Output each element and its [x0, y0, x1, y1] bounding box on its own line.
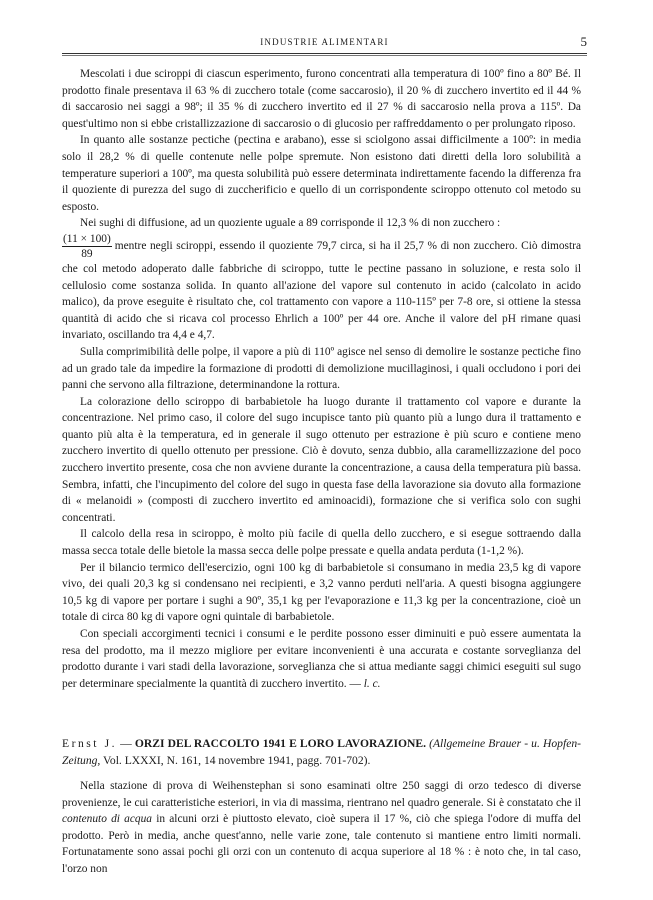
fraction-denominator: 89 — [81, 247, 93, 260]
paragraph-barley — [62, 778, 581, 878]
article-title: ORZI DEL RACCOLTO 1941 E LORO LAVORAZIONE. — [134, 737, 426, 750]
article-body-part1: Nella stazione di prova di Weihenstephan si sono esaminati oltre 250 saggi di orzo tedesco di diverse provenienze, le cui caratteristiche esteriori, in via di massima, rientrano nel quadro generale. Si è constatato che il — [62, 780, 581, 809]
closing-text: Con speciali accorgimenti tecnici i consumi e le perdite possono esser diminuiti e può essere aumentata la resa del prodotto, ma il mezzo migliore per evitare inconvenienti è una accurata e costante sorveglianza del prodotto durante i vari stadi della lavorazione, sorveglianza che si attua mediante saggi chimici eseguiti sul sugo per determinare specialmente la quantità di zucchero invertito. — — [62, 628, 581, 690]
paragraph-syrups: Mescolati i due sciroppi di ciascun esperimento, furono concentrati alla temperatura di 100º fino a 80º Bé. Il prodotto finale presentava il 63 % di zucchero totale (come saccarosio), il 20 % di zucchero invertito ed il 44 % di saccarosio nei saggi a 98º; il 35 % di zucchero invertito ed il 27 % di saccarosio nella prova a 115º. Da quest'ultimo non si ebbe cristallizzazione di saccarosio o di glucosio per raffreddamento o per prolungato riposo. — [62, 68, 581, 130]
closing-signature: l. c. — [363, 677, 381, 690]
header-title: INDUSTRIE ALIMENTARI — [260, 37, 389, 47]
paragraph-thermal-balance: Per il bilancio termico dell'esercizio, ogni 100 kg di barbabietole si consumano in media 23,5 kg di vapore vivo, dei quali 20,3 kg si condensano nei recipienti, e 3,2 vanno perduti nell'aria. A questi bisogna aggiungere 10,5 kg di vapore per portare i sughi a 90º, 35,1 kg per l'evaporazione e 11,3 kg per la concentrazione, cioè un totale di circa 80 kg di vapore ogni quintale di barbabietole. — [62, 561, 581, 624]
header-rule — [62, 53, 587, 54]
fraction-continuation: mentre negli sciroppi, essendo il quoziente 79,7 circa, si ha il 25,7 % di non zucchero. Ciò dimostra che col metodo adoperato dalle fabbriche di sciroppo, tutte le pectine passano in soluzione, e resta solo il cellulosio come sostanza solida. In quanto all'azione del vapore sul contenuto in acido (calcolato in acido malico), da prove eseguite è risultato che, col trattamento con vapore a 110-115º per 7-8 ore, si ottiene la stessa quantità di acido che si ricava col processo Ehrlich a 100º per 44 ore. Anche il valore del pH rimane quasi invariato, oscillando tra 4,4 e 4,7. — [62, 240, 581, 342]
paragraph-closing — [62, 626, 581, 692]
paragraph-compressibility: Sulla comprimibilità delle polpe, il vapore a più di 110º agisce nel senso di demolire le sostanze pectiche fino ad un grado tale da impedire la formazione di prodotti di demolizione mucillaginosi, i quali occludono i pori dei panni che servono alla filtrazione, determinandone la rottura. — [62, 345, 581, 392]
article-heading — [62, 736, 581, 770]
paragraph-yield: Il calcolo della resa in sciroppo, è molto più facile di quella dello zucchero, e si esegue sottraendo dalla massa secca totale delle bietole la massa secca delle polpe pressate e quella andata perduta (1-1,2 %). — [62, 528, 581, 558]
paragraph-coloration: La colorazione dello sciroppo di barbabietole ha luogo durante il trattamento col vapore e durante la concentrazione. Nel primo caso, il colore del sugo incupisce tanto più quanto più a lungo dura il trattamento e quanto più alta è la temperatura, ed in generale il sugo ottenuto per estrazione è più scuro e contiene meno zucchero invertito di quello ottenuto per pressione. Ciò è dovuto, senza dubbio, alla caramellizzazione del poco zucchero invertito presente, cosa che non avviene durante la concentrazione, a causa della temperatura più bassa. Sembra, infatti, che l'incupimento del colore del sugo in questa fase della lavorazione sia dovuto alla formazione di « melanoidi » (composti di zucchero invertito ed aminoacidi), formazione che si verifica solo con sughi concentrati. — [62, 395, 581, 524]
article-author: Ernst J. — [62, 737, 118, 750]
article-body-italic: contenuto di acqua — [62, 813, 152, 826]
article-journal: (Allgemeine Brauer - u. Hopfen-Zeitung, — [62, 737, 581, 767]
article-body — [62, 778, 581, 878]
paragraph-pectins: In quanto alle sostanze pectiche (pectina e arabano), esse si sciolgono assai difficilmente a 100º: in media solo il 28,2 % di quelle contenute nelle polpe spremute. Non esistono dati diretti della loro solubilità a temperature superiori a 100º, ma questa solubilità può essere determinata indirettamente facendo la differenza fra il quoziente di purezza del sugo di zuccherificio e quello di un corrispondente sciroppo ottenuto col metodo su esposto. — [62, 134, 581, 213]
main-text — [62, 66, 581, 692]
paragraph-diffusion: Nei sughi di diffusione, ad un quoziente uguale a 89 corrisponde il 12,3 % di non zucchero : — [80, 217, 501, 230]
article-details: Vol. LXXXI, N. 161, 14 novembre 1941, pagg. 701-702). — [103, 753, 371, 767]
header-rule-thin — [62, 55, 587, 56]
paragraph-fraction — [62, 232, 581, 344]
running-header — [62, 36, 587, 52]
article-body-part2: in alcuni orzi è piuttosto elevato, cioè supera il 17 %, ciò che spiega l'odore di muffa del prodotto. Però in media, anche quest'anno, nelle varie zone, tale contenuto si mantiene entro limiti normali. Fortunatamente sono assai pochi gli orzi con un contenuto di acqua superiore al 18 % : è noto che, in tal caso, l'orzo non — [62, 813, 581, 875]
fraction — [62, 232, 112, 261]
page-number: 5 — [580, 34, 587, 49]
article-dash: — — [120, 737, 132, 750]
fraction-numerator: (11 × 100) — [63, 232, 111, 245]
